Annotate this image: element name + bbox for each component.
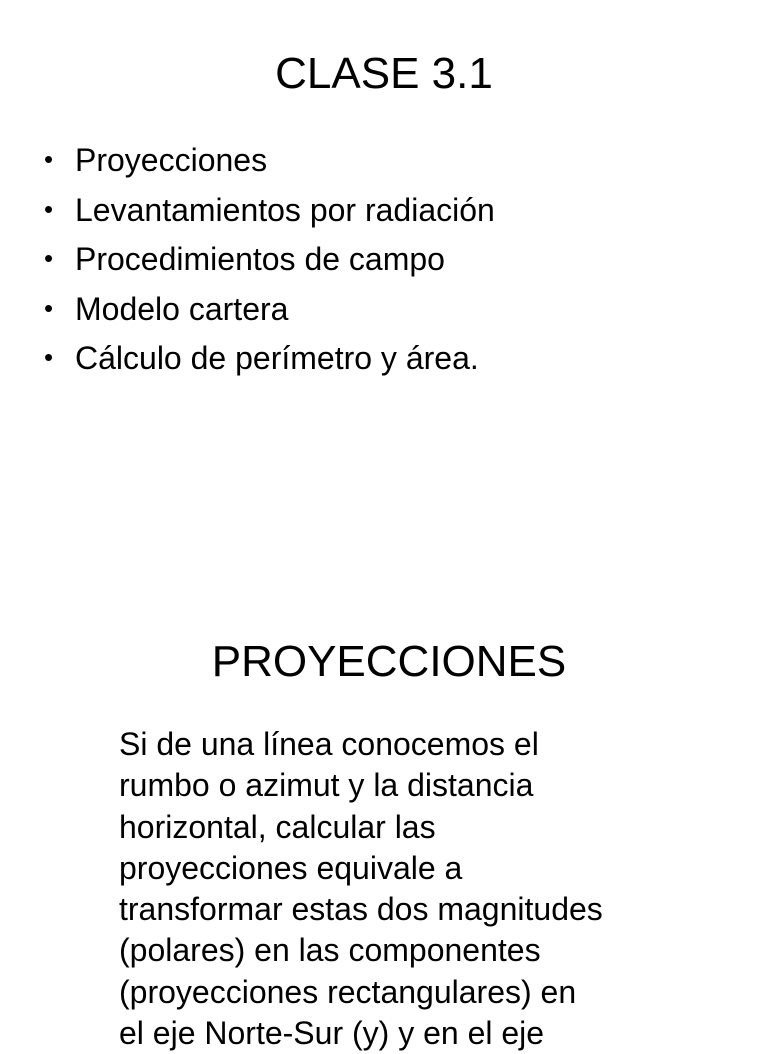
paragraph-line: transformar estas dos magnitudes [119, 891, 603, 928]
list-item [44, 335, 744, 385]
list-item [44, 137, 744, 187]
paragraph-line: (polares) en las componentes [119, 932, 541, 969]
paragraph-line: rumbo o azimut y la distancia [119, 767, 534, 804]
bullet-icon: • [44, 144, 54, 174]
list-item [44, 236, 744, 286]
paragraph-line: horizontal, calcular las [119, 808, 436, 845]
list-item-text: Modelo cartera [75, 290, 289, 327]
list-item-text: Cálculo de perímetro y área. [75, 340, 479, 376]
bullet-icon: • [44, 292, 54, 323]
paragraph-line: Si de una línea conocemos el [119, 726, 539, 762]
section-title: PROYECCIONES [211, 637, 567, 686]
bullet-icon: • [44, 243, 54, 273]
bullet-icon: • [44, 342, 54, 372]
topic-list [44, 137, 744, 385]
list-item-text: Procedimientos de campo [75, 241, 445, 277]
page-title: CLASE 3.1 [275, 49, 493, 98]
list-item-text: Proyecciones [75, 142, 268, 178]
paragraph-line: proyecciones equivale a [119, 849, 463, 886]
list-item [44, 187, 744, 237]
body-paragraph [119, 724, 659, 1054]
list-item-text: Levantamientos por radiación [75, 191, 495, 228]
bullet-icon: • [44, 193, 54, 224]
paragraph-line: el eje Norte-Sur (y) y en el eje [119, 1015, 545, 1052]
list-item [44, 286, 744, 336]
paragraph-line: (proyecciones rectangulares) en [119, 973, 577, 1010]
